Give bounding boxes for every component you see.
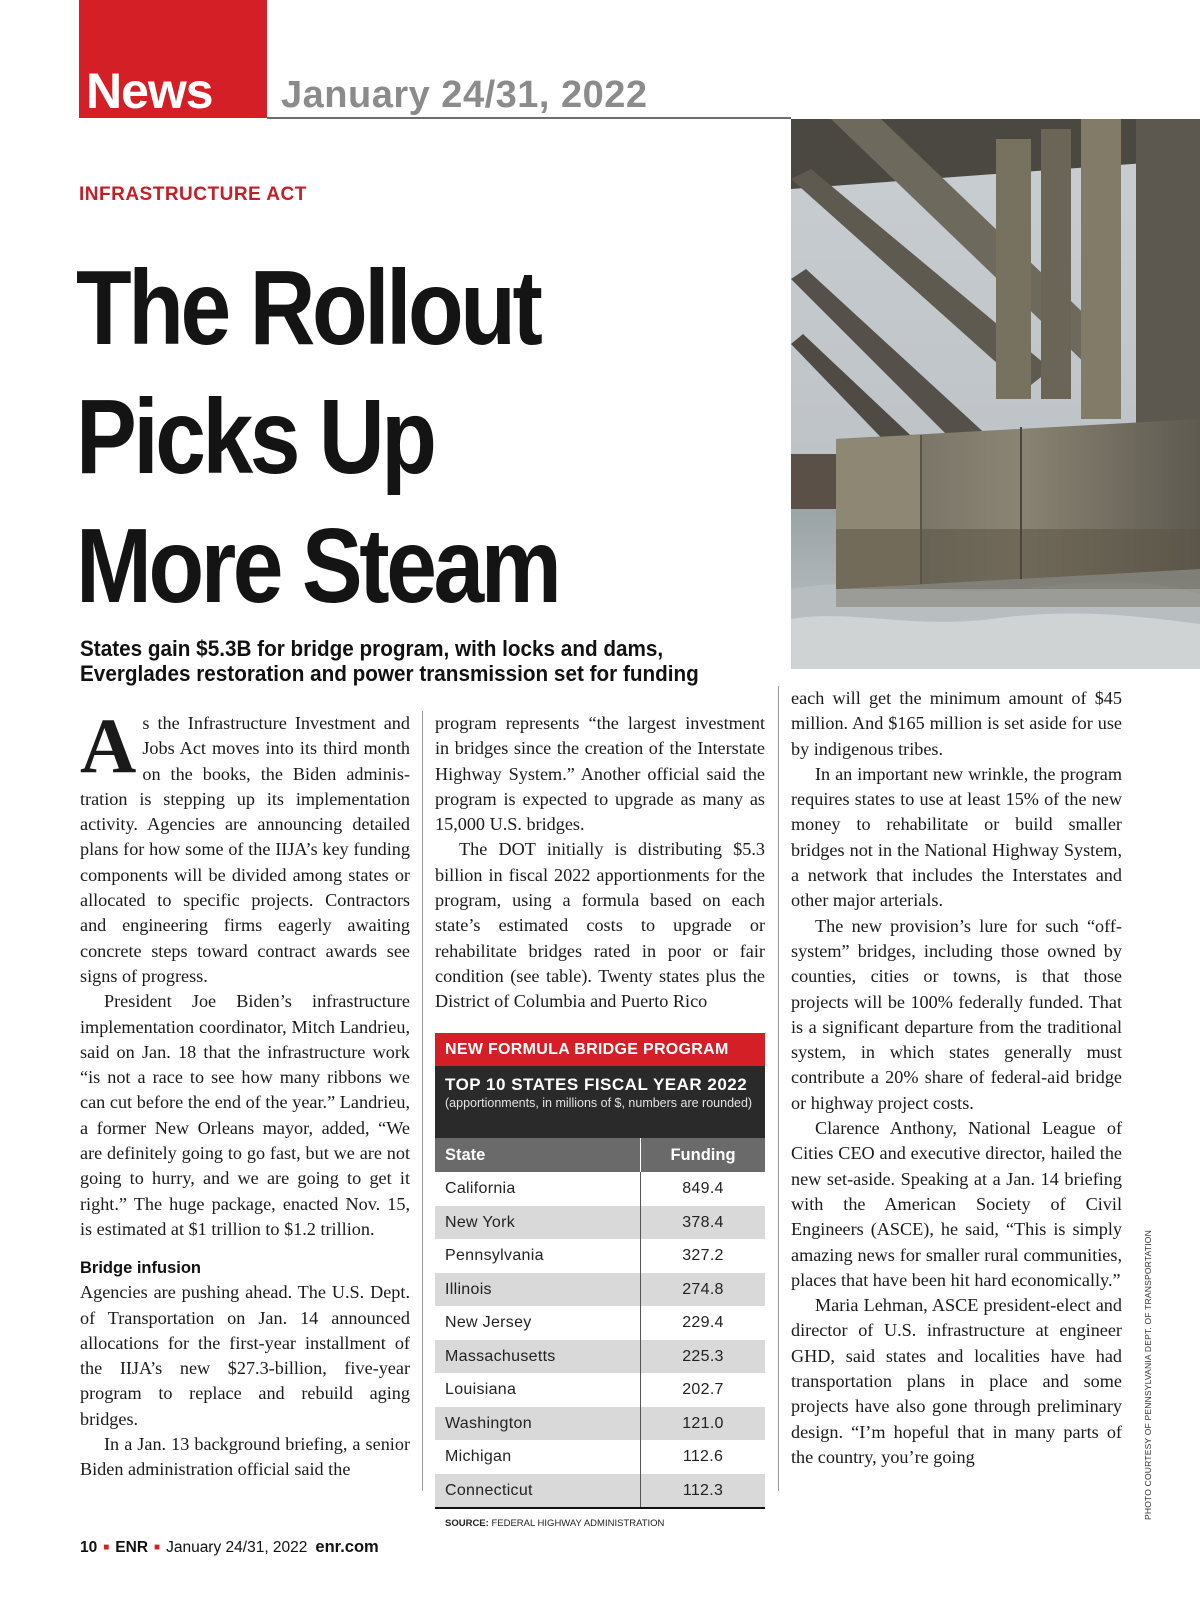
body-column-3 xyxy=(791,686,1122,1470)
paragraph: each will get the minimum amount of $45 million. And $165 million is set aside for use by indigenous tribes. xyxy=(791,688,1122,759)
paragraph: In an important new wrinkle, the program requires states to use at least 15% of the new money to rehabilitate or build smaller bridges not in the National Highway System, a network that includes the Interstates and other major arterials. xyxy=(791,763,1122,911)
state-cell: Louisiana xyxy=(435,1373,641,1407)
table-source xyxy=(435,1518,765,1529)
table-row xyxy=(435,1239,765,1273)
column-divider xyxy=(778,686,779,1491)
paragraph xyxy=(80,702,410,989)
funding-cell: 327.2 xyxy=(682,1247,724,1264)
funding-cell: 112.3 xyxy=(682,1481,724,1499)
funding-cell: 225.3 xyxy=(682,1347,724,1365)
paragraph-text: s the Infrastructure Investment and Jobs Act moves into its third month on the books, the Biden administration is stepping up its implementation activity. Agencies are announcing detailed plans for how some of the IIJA’s key funding components will be divided among states or allocated to specific projects. Contractors and engineering firms eagerly awaiting concrete steps toward contract awards see signs of progress. xyxy=(80,713,410,986)
paragraph: Maria Lehman, ASCE president-elect and director of U.S. infrastructure at engineer GHD, said states and localities have had transportation plans in place and some projects have also gone through preliminary design. “I’m hopeful that in many parts of the country, you’re going xyxy=(791,1295,1122,1467)
state-cell: Massachusetts xyxy=(435,1340,641,1374)
masthead-rule xyxy=(267,117,791,119)
issue-date: January 24/31, 2022 xyxy=(281,74,648,116)
paragraph: program represents “the largest investment in bridges since the creation of the Interstate Highway System.” Another official said the program is expected to upgrade as many as 15,000 U.S. bridges. xyxy=(435,713,765,835)
funding-cell: 121.0 xyxy=(682,1414,724,1432)
body-column-1 xyxy=(80,702,410,1483)
footer-date: January 24/31, 2022 xyxy=(166,1539,308,1556)
table-row xyxy=(435,1407,765,1441)
funding-cell: 378.4 xyxy=(682,1213,724,1231)
state-cell: Pennsylvania xyxy=(435,1239,641,1273)
bridge-photo xyxy=(791,119,1200,669)
table-row xyxy=(435,1206,765,1240)
state-cell: Washington xyxy=(435,1407,641,1441)
source-text: FEDERAL HIGHWAY ADMINISTRATION xyxy=(491,1518,665,1529)
funding-cell: 849.4 xyxy=(682,1180,724,1197)
funding-table xyxy=(435,1033,765,1529)
paragraph: Clarence Anthony, National League of Cities CEO and executive director, hailed the new set-aside. Speaking at a Jan. 14 briefing with the American Society of Civil Engineers (ASCE), he said, “This is simply amazing news for smaller rural communities, places that have been hit hard economically.” xyxy=(791,1118,1122,1290)
paragraph: Agencies are pushing ahead. The U.S. Dept. of Transportation on Jan. 14 announced allocations for the first-year installment of the IIJA’s new $27.3-billion, five-year program to replace and rebuild aging bridges. xyxy=(80,1282,410,1429)
paragraph: The new provision’s lure for such “off-system” bridges, including those owned by counties, cities or towns, is that those projects will be 100% federally funded. That is a significant departure from the traditional system, in which states generally must contribute a 20% share of federal-aid bridge or highway project costs. xyxy=(791,915,1122,1113)
state-cell: Illinois xyxy=(435,1273,641,1307)
table-row xyxy=(435,1340,765,1374)
separator-icon: ■ xyxy=(154,1542,161,1553)
table-row xyxy=(435,1306,765,1340)
page-footer xyxy=(80,1538,379,1557)
state-cell: Connecticut xyxy=(435,1474,641,1508)
column-header-funding: Funding xyxy=(670,1146,736,1164)
funding-cell: 202.7 xyxy=(682,1381,724,1398)
paragraph: The DOT initially is distributing $5.3 billion in fiscal 2022 apportionments for the program, using a formula based on each state’s estimated costs to upgrade or rehabilitate bridges rated in poor or fair condition (see table). Twenty states plus the District of Columbia and Puerto Rico xyxy=(435,839,765,1012)
table-header-row xyxy=(435,1138,765,1172)
column-divider xyxy=(422,711,423,1491)
kicker: INFRASTRUCTURE ACT xyxy=(79,184,307,205)
table-kicker: NEW FORMULA BRIDGE PROGRAM xyxy=(435,1033,765,1066)
state-cell: Michigan xyxy=(435,1440,641,1474)
table-row xyxy=(435,1474,765,1508)
separator-icon: ■ xyxy=(103,1542,110,1553)
drop-cap: A xyxy=(80,702,137,789)
table-row xyxy=(435,1172,765,1206)
body-column-2 xyxy=(435,711,765,1015)
state-cell: California xyxy=(435,1172,641,1206)
table-row xyxy=(435,1273,765,1307)
headline xyxy=(76,244,678,631)
section-subhead: Bridge infusion xyxy=(80,1259,201,1278)
funding-cell: 112.6 xyxy=(682,1448,724,1465)
subheadline-dek: States gain $5.3B for bridge program, with locks and dams, Everglades restoration and power transmission set for funding xyxy=(80,636,699,686)
funding-cell: 274.8 xyxy=(682,1280,724,1298)
magazine-name: ENR xyxy=(115,1539,149,1556)
section-label: News xyxy=(86,63,213,119)
column-header-state: State xyxy=(435,1138,641,1172)
headline-line-1: The Rollout xyxy=(76,249,540,367)
paragraph: President Joe Biden’s infrastructure implementation coordinator, Mitch Landrieu, said on Jan. 18 that the infrastructure work “is not a race to see how many ribbons we can cut before the end of the year.” Landrieu, a former New Orleans mayor, added, “We are definitely going to go fast, but we are not going to hurry, and we are going to get it right.” The huge package, enacted Nov. 15, is estimated at $1 trillion to $1.2 trillion. xyxy=(80,991,410,1239)
table-bottom-rule xyxy=(435,1507,765,1509)
state-cell: New York xyxy=(435,1206,641,1240)
table-body xyxy=(435,1172,765,1507)
source-label: SOURCE: xyxy=(445,1518,489,1529)
headline-line-3: More Steam xyxy=(76,507,559,625)
table-row xyxy=(435,1440,765,1474)
headline-line-2: Picks Up xyxy=(76,378,434,496)
table-note: (apportionments, in millions of $, numbers are rounded) xyxy=(445,1096,753,1110)
page-number: 10 xyxy=(80,1539,98,1556)
state-cell: New Jersey xyxy=(435,1306,641,1340)
table-title: TOP 10 STATES FISCAL YEAR 2022 xyxy=(445,1075,748,1094)
table-row xyxy=(435,1373,765,1407)
paragraph: In a Jan. 13 background briefing, a senior Biden administration official said the xyxy=(80,1434,410,1480)
footer-site: enr.com xyxy=(315,1538,379,1556)
funding-cell: 229.4 xyxy=(682,1314,724,1331)
photo-credit: PHOTO COURTESY OF PENNSYLVANIA DEPT. OF TRANSPORTATION xyxy=(1143,1230,1153,1520)
